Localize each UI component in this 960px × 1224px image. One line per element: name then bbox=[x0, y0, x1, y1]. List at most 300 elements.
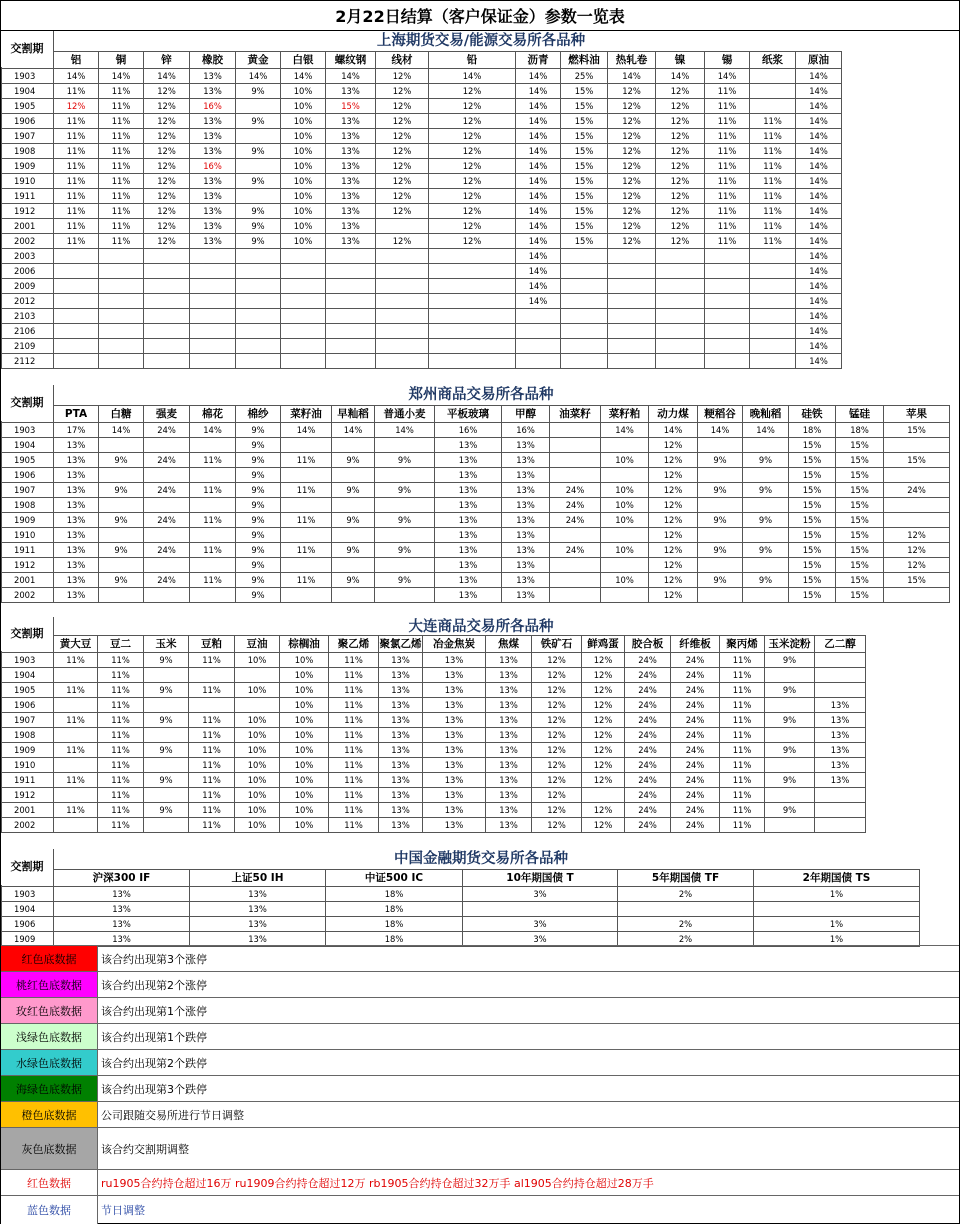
margin-cell bbox=[375, 588, 435, 603]
margin-cell: 9% bbox=[743, 483, 789, 498]
margin-cell: 12% bbox=[429, 99, 516, 114]
margin-cell: 11% bbox=[99, 129, 144, 144]
margin-cell bbox=[326, 294, 376, 309]
margin-cell bbox=[235, 668, 280, 683]
margin-cell: 24% bbox=[625, 818, 671, 833]
margin-cell: 11% bbox=[750, 129, 796, 144]
blank-cell bbox=[842, 309, 955, 324]
margin-cell: 24% bbox=[144, 573, 190, 588]
margin-cell bbox=[54, 788, 98, 803]
margin-cell: 14% bbox=[516, 174, 561, 189]
margin-cell: 25% bbox=[561, 69, 608, 84]
margin-cell: 11% bbox=[99, 114, 144, 129]
margin-cell: 12% bbox=[429, 234, 516, 249]
margin-cell: 12% bbox=[608, 234, 656, 249]
margin-cell: 15% bbox=[561, 219, 608, 234]
margin-cell bbox=[705, 294, 750, 309]
margin-cell: 12% bbox=[656, 84, 705, 99]
margin-cell: 24% bbox=[550, 543, 601, 558]
cffex-col-header: 10年期国债 T bbox=[463, 870, 618, 887]
margin-cell: 12% bbox=[144, 159, 190, 174]
table-row bbox=[2, 114, 955, 129]
margin-cell: 13% bbox=[502, 513, 550, 528]
margin-cell: 13% bbox=[815, 773, 866, 788]
table-row bbox=[2, 668, 952, 683]
margin-cell: 24% bbox=[625, 653, 671, 668]
margin-cell: 16% bbox=[190, 159, 236, 174]
margin-cell: 24% bbox=[625, 803, 671, 818]
margin-cell: 11% bbox=[705, 129, 750, 144]
margin-cell: 15% bbox=[836, 528, 884, 543]
margin-cell: 13% bbox=[502, 543, 550, 558]
margin-cell: 12% bbox=[649, 468, 698, 483]
margin-cell bbox=[516, 339, 561, 354]
margin-cell: 13% bbox=[486, 728, 532, 743]
margin-cell bbox=[429, 279, 516, 294]
dce-col-header: 黄大豆 bbox=[54, 636, 98, 653]
margin-cell: 12% bbox=[376, 189, 429, 204]
margin-cell bbox=[429, 309, 516, 324]
margin-cell: 14% bbox=[649, 423, 698, 438]
period-cell: 1904 bbox=[2, 902, 54, 917]
margin-cell: 10% bbox=[280, 653, 329, 668]
margin-cell: 14% bbox=[281, 69, 326, 84]
margin-cell: 12% bbox=[144, 204, 190, 219]
margin-cell: 11% bbox=[705, 99, 750, 114]
margin-cell: 10% bbox=[235, 713, 280, 728]
table-row bbox=[2, 129, 955, 144]
margin-cell: 9% bbox=[743, 453, 789, 468]
table-row bbox=[2, 453, 950, 468]
margin-cell bbox=[332, 468, 375, 483]
blank-cell bbox=[866, 773, 952, 788]
table-row bbox=[2, 803, 952, 818]
dce-col-header: 棕榈油 bbox=[280, 636, 329, 653]
margin-cell: 9% bbox=[698, 513, 743, 528]
legend-description: 该合约出现第2个跌停 bbox=[101, 1057, 207, 1070]
margin-cell: 11% bbox=[750, 159, 796, 174]
margin-cell: 9% bbox=[375, 483, 435, 498]
margin-cell: 14% bbox=[516, 219, 561, 234]
margin-cell bbox=[698, 528, 743, 543]
margin-cell bbox=[99, 354, 144, 369]
dce-col-header: 乙二醇 bbox=[815, 636, 866, 653]
margin-cell: 14% bbox=[54, 69, 99, 84]
margin-cell bbox=[815, 668, 866, 683]
margin-cell: 10% bbox=[280, 803, 329, 818]
period-cell: 1908 bbox=[2, 498, 54, 513]
margin-cell: 14% bbox=[516, 264, 561, 279]
margin-cell bbox=[376, 294, 429, 309]
margin-cell: 13% bbox=[190, 219, 236, 234]
margin-cell: 2% bbox=[618, 917, 754, 932]
margin-cell: 10% bbox=[280, 683, 329, 698]
margin-cell bbox=[99, 498, 144, 513]
margin-cell: 14% bbox=[796, 294, 842, 309]
margin-cell bbox=[656, 324, 705, 339]
margin-cell: 1% bbox=[754, 887, 920, 902]
dce-col-header: 玉米淀粉 bbox=[765, 636, 815, 653]
margin-cell: 12% bbox=[144, 174, 190, 189]
margin-cell: 9% bbox=[236, 438, 281, 453]
margin-cell: 12% bbox=[656, 99, 705, 114]
table-row bbox=[2, 902, 960, 917]
period-cell: 2002 bbox=[2, 588, 54, 603]
period-cell: 1911 bbox=[2, 189, 54, 204]
margin-cell: 24% bbox=[671, 773, 720, 788]
blank-cell bbox=[920, 887, 960, 902]
table-row bbox=[2, 69, 955, 84]
dce-col-header: 纤维板 bbox=[671, 636, 720, 653]
margin-cell: 13% bbox=[54, 917, 190, 932]
margin-cell: 2% bbox=[618, 887, 754, 902]
margin-cell: 14% bbox=[326, 69, 376, 84]
margin-cell bbox=[884, 468, 950, 483]
cffex-header-row bbox=[2, 870, 960, 887]
margin-cell: 11% bbox=[750, 174, 796, 189]
margin-cell: 11% bbox=[190, 453, 236, 468]
margin-cell bbox=[429, 249, 516, 264]
margin-cell: 12% bbox=[608, 114, 656, 129]
margin-cell: 9% bbox=[99, 453, 144, 468]
margin-cell: 12% bbox=[144, 84, 190, 99]
czce-col-header: 棉纱 bbox=[236, 406, 281, 423]
legend-swatch: 桃红色底数据 bbox=[1, 972, 98, 998]
margin-cell: 13% bbox=[54, 932, 190, 947]
margin-cell: 10% bbox=[281, 114, 326, 129]
margin-cell bbox=[705, 354, 750, 369]
table-row bbox=[2, 144, 955, 159]
margin-cell: 9% bbox=[236, 528, 281, 543]
margin-cell: 12% bbox=[429, 84, 516, 99]
margin-cell: 12% bbox=[54, 99, 99, 114]
margin-cell: 9% bbox=[332, 453, 375, 468]
margin-cell: 15% bbox=[561, 144, 608, 159]
margin-cell bbox=[376, 324, 429, 339]
margin-cell: 14% bbox=[796, 114, 842, 129]
margin-cell: 9% bbox=[99, 573, 144, 588]
margin-cell: 24% bbox=[671, 713, 720, 728]
margin-cell: 24% bbox=[625, 698, 671, 713]
margin-cell: 11% bbox=[329, 788, 379, 803]
margin-cell: 13% bbox=[326, 159, 376, 174]
margin-cell: 9% bbox=[236, 468, 281, 483]
margin-cell: 10% bbox=[601, 513, 649, 528]
margin-cell: 17% bbox=[54, 423, 99, 438]
shfe-col-header: 白银 bbox=[281, 52, 326, 69]
margin-cell bbox=[765, 758, 815, 773]
margin-cell bbox=[144, 294, 190, 309]
shfe-col-header: 黄金 bbox=[236, 52, 281, 69]
margin-cell: 10% bbox=[601, 573, 649, 588]
margin-cell: 13% bbox=[815, 743, 866, 758]
margin-cell: 12% bbox=[582, 683, 625, 698]
blank-cell bbox=[866, 818, 952, 833]
margin-cell: 14% bbox=[796, 69, 842, 84]
margin-cell: 13% bbox=[54, 543, 99, 558]
margin-cell bbox=[601, 528, 649, 543]
margin-cell bbox=[750, 99, 796, 114]
period-cell: 1904 bbox=[2, 84, 54, 99]
period-cell: 1903 bbox=[2, 69, 54, 84]
margin-cell: 11% bbox=[705, 114, 750, 129]
table-row bbox=[2, 513, 950, 528]
margin-cell: 13% bbox=[486, 683, 532, 698]
margin-cell bbox=[144, 468, 190, 483]
margin-cell: 13% bbox=[815, 758, 866, 773]
margin-cell: 11% bbox=[720, 743, 765, 758]
margin-cell: 13% bbox=[423, 668, 486, 683]
table-row bbox=[2, 588, 950, 603]
margin-cell: 24% bbox=[671, 698, 720, 713]
margin-cell: 14% bbox=[236, 69, 281, 84]
margin-cell bbox=[601, 468, 649, 483]
margin-cell bbox=[236, 309, 281, 324]
margin-cell: 14% bbox=[796, 249, 842, 264]
margin-cell: 9% bbox=[332, 513, 375, 528]
margin-cell bbox=[99, 588, 144, 603]
shfe-col-header: 螺纹钢 bbox=[326, 52, 376, 69]
margin-cell: 3% bbox=[463, 887, 618, 902]
margin-cell: 9% bbox=[765, 743, 815, 758]
margin-cell bbox=[815, 803, 866, 818]
margin-cell: 9% bbox=[332, 543, 375, 558]
margin-cell: 11% bbox=[54, 114, 99, 129]
blank-cell bbox=[866, 698, 952, 713]
margin-cell: 13% bbox=[815, 728, 866, 743]
cffex-exchange-title: 中国金融期货交易所各品种 bbox=[394, 851, 568, 867]
margin-cell: 11% bbox=[189, 758, 235, 773]
margin-cell: 13% bbox=[190, 69, 236, 84]
margin-cell: 13% bbox=[326, 234, 376, 249]
margin-cell bbox=[550, 423, 601, 438]
czce-col-header: 硅铁 bbox=[789, 406, 836, 423]
margin-cell: 24% bbox=[625, 758, 671, 773]
blank-cell bbox=[842, 204, 955, 219]
margin-cell: 11% bbox=[720, 773, 765, 788]
margin-cell: 15% bbox=[561, 234, 608, 249]
margin-cell bbox=[561, 264, 608, 279]
margin-cell bbox=[190, 309, 236, 324]
blank-cell bbox=[842, 69, 955, 84]
margin-cell: 13% bbox=[423, 698, 486, 713]
margin-cell: 13% bbox=[54, 902, 190, 917]
margin-cell: 9% bbox=[332, 483, 375, 498]
margin-cell: 9% bbox=[144, 743, 189, 758]
blank-cell bbox=[842, 114, 955, 129]
margin-cell: 13% bbox=[435, 483, 502, 498]
margin-cell bbox=[54, 728, 98, 743]
margin-cell: 10% bbox=[281, 219, 326, 234]
margin-cell: 13% bbox=[423, 788, 486, 803]
margin-cell: 10% bbox=[281, 129, 326, 144]
legend-swatch: 红色底数据 bbox=[1, 946, 98, 972]
margin-cell: 9% bbox=[236, 114, 281, 129]
margin-cell bbox=[99, 309, 144, 324]
margin-cell bbox=[144, 264, 190, 279]
margin-cell: 11% bbox=[705, 144, 750, 159]
period-cell: 1906 bbox=[2, 917, 54, 932]
margin-cell bbox=[281, 249, 326, 264]
margin-cell: 15% bbox=[561, 159, 608, 174]
dce-col-header: 玉米 bbox=[144, 636, 189, 653]
margin-cell: 14% bbox=[601, 423, 649, 438]
czce-col-header: 普通小麦 bbox=[375, 406, 435, 423]
shfe-col-header: 纸浆 bbox=[750, 52, 796, 69]
margin-cell: 11% bbox=[281, 453, 332, 468]
margin-cell: 11% bbox=[189, 803, 235, 818]
margin-cell bbox=[190, 498, 236, 513]
margin-cell: 1% bbox=[754, 917, 920, 932]
margin-cell: 13% bbox=[379, 773, 423, 788]
margin-cell: 11% bbox=[329, 698, 379, 713]
margin-cell: 24% bbox=[671, 803, 720, 818]
margin-cell: 11% bbox=[329, 668, 379, 683]
margin-cell: 24% bbox=[671, 743, 720, 758]
legend-swatch: 玫红色底数据 bbox=[1, 998, 98, 1024]
table-row bbox=[2, 249, 955, 264]
margin-cell: 11% bbox=[54, 174, 99, 189]
table-row bbox=[2, 438, 950, 453]
margin-cell: 11% bbox=[720, 758, 765, 773]
margin-cell bbox=[705, 279, 750, 294]
margin-cell bbox=[608, 354, 656, 369]
margin-cell: 13% bbox=[435, 558, 502, 573]
margin-cell: 12% bbox=[144, 99, 190, 114]
margin-cell: 11% bbox=[720, 788, 765, 803]
shfe-col-header: 橡胶 bbox=[190, 52, 236, 69]
margin-cell bbox=[190, 324, 236, 339]
margin-cell bbox=[656, 354, 705, 369]
margin-cell: 10% bbox=[235, 743, 280, 758]
margin-cell: 24% bbox=[625, 773, 671, 788]
margin-cell bbox=[326, 264, 376, 279]
margin-cell: 11% bbox=[98, 653, 144, 668]
margin-cell bbox=[190, 438, 236, 453]
margin-cell bbox=[429, 264, 516, 279]
margin-cell: 12% bbox=[582, 773, 625, 788]
table-row bbox=[2, 324, 955, 339]
margin-cell bbox=[54, 818, 98, 833]
margin-cell: 12% bbox=[532, 683, 582, 698]
margin-cell bbox=[281, 279, 326, 294]
margin-cell bbox=[54, 668, 98, 683]
blank-cell bbox=[842, 99, 955, 114]
cffex-col-header: 沪深300 IF bbox=[54, 870, 190, 887]
margin-cell: 10% bbox=[235, 653, 280, 668]
margin-cell bbox=[516, 309, 561, 324]
margin-cell: 10% bbox=[280, 668, 329, 683]
margin-cell: 15% bbox=[561, 99, 608, 114]
margin-cell: 12% bbox=[656, 189, 705, 204]
margin-cell: 10% bbox=[281, 84, 326, 99]
czce-section bbox=[1, 385, 959, 603]
table-row bbox=[2, 698, 952, 713]
margin-cell: 10% bbox=[280, 788, 329, 803]
margin-cell: 11% bbox=[705, 234, 750, 249]
margin-cell: 11% bbox=[54, 683, 98, 698]
margin-cell: 13% bbox=[190, 114, 236, 129]
dce-section bbox=[1, 617, 959, 835]
margin-cell: 11% bbox=[98, 818, 144, 833]
legend-swatch: 海绿色底数据 bbox=[1, 1076, 98, 1102]
margin-cell bbox=[99, 294, 144, 309]
margin-cell bbox=[561, 279, 608, 294]
margin-cell: 9% bbox=[144, 683, 189, 698]
table-row bbox=[2, 558, 950, 573]
legend-swatch: 水绿色底数据 bbox=[1, 1050, 98, 1076]
dce-col-header: 焦煤 bbox=[486, 636, 532, 653]
margin-cell: 13% bbox=[502, 573, 550, 588]
margin-cell: 13% bbox=[379, 698, 423, 713]
margin-cell: 10% bbox=[280, 773, 329, 788]
margin-cell bbox=[750, 84, 796, 99]
legend-row bbox=[1, 1169, 959, 1196]
blank-cell bbox=[920, 902, 960, 917]
margin-cell: 14% bbox=[796, 84, 842, 99]
margin-cell: 15% bbox=[836, 468, 884, 483]
table-row bbox=[2, 713, 952, 728]
margin-cell: 9% bbox=[144, 653, 189, 668]
blank-cell bbox=[842, 234, 955, 249]
margin-cell: 24% bbox=[625, 683, 671, 698]
margin-cell: 12% bbox=[429, 129, 516, 144]
margin-cell: 13% bbox=[435, 438, 502, 453]
margin-cell: 15% bbox=[836, 558, 884, 573]
blank-cell bbox=[842, 339, 955, 354]
period-cell: 1904 bbox=[2, 668, 54, 683]
margin-cell: 13% bbox=[190, 902, 326, 917]
margin-cell: 11% bbox=[99, 174, 144, 189]
margin-cell: 11% bbox=[189, 728, 235, 743]
margin-cell: 13% bbox=[423, 653, 486, 668]
table-row bbox=[2, 788, 952, 803]
margin-cell: 12% bbox=[608, 84, 656, 99]
margin-cell: 24% bbox=[671, 668, 720, 683]
legend-description: 公司跟随交易所进行节日调整 bbox=[101, 1109, 244, 1122]
margin-cell: 12% bbox=[144, 144, 190, 159]
margin-cell: 11% bbox=[99, 234, 144, 249]
margin-cell: 11% bbox=[54, 219, 99, 234]
margin-cell: 15% bbox=[789, 528, 836, 543]
table-row bbox=[2, 818, 952, 833]
period-cell: 1903 bbox=[2, 653, 54, 668]
margin-cell: 9% bbox=[236, 234, 281, 249]
margin-cell bbox=[144, 324, 190, 339]
margin-cell: 15% bbox=[836, 483, 884, 498]
margin-cell bbox=[99, 324, 144, 339]
period-cell: 1909 bbox=[2, 159, 54, 174]
margin-cell: 11% bbox=[329, 758, 379, 773]
table-row bbox=[2, 917, 960, 932]
margin-cell bbox=[190, 468, 236, 483]
margin-cell: 16% bbox=[502, 423, 550, 438]
margin-cell: 13% bbox=[379, 788, 423, 803]
margin-cell: 11% bbox=[720, 668, 765, 683]
margin-cell: 13% bbox=[190, 932, 326, 947]
margin-cell: 18% bbox=[326, 902, 463, 917]
margin-cell bbox=[190, 339, 236, 354]
margin-cell: 9% bbox=[236, 204, 281, 219]
margin-cell: 11% bbox=[720, 653, 765, 668]
margin-cell bbox=[750, 324, 796, 339]
margin-cell bbox=[190, 354, 236, 369]
legend-swatch: 灰色底数据 bbox=[1, 1128, 98, 1170]
margin-cell: 11% bbox=[750, 234, 796, 249]
blank-cell bbox=[866, 683, 952, 698]
margin-cell: 18% bbox=[326, 887, 463, 902]
margin-cell: 11% bbox=[99, 144, 144, 159]
